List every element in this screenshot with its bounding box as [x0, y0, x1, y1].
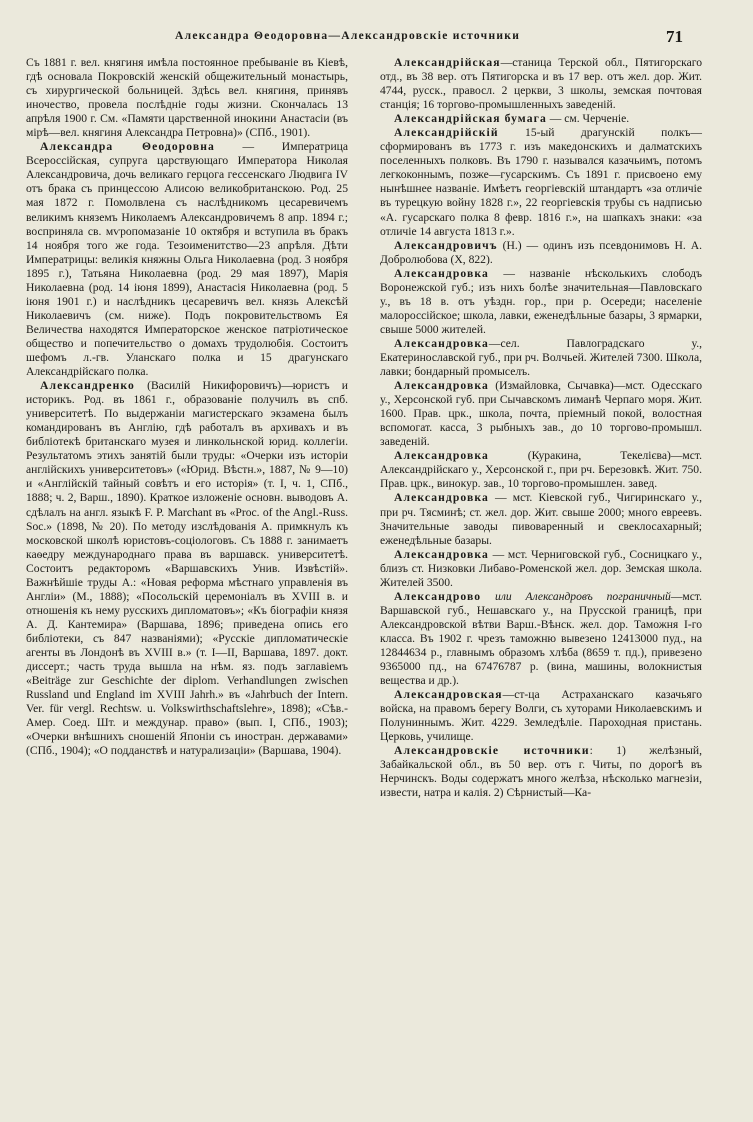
dictionary-entry [380, 126, 702, 238]
entry-text: — мст. Черниговской губ., Сосницкаго у., близъ ст. Низковки Либаво-Роменской жел. дор. Земская школа. Жителей 3500. [380, 547, 702, 589]
entry-text: — Императрица Всероссійская, супруга царствующаго Императора Николая Александровича, дочь великаго герцога гессенскаго Людвига IV отъ брака съ принцессою Алисою великобританскою. Род. 25 мая 1872 г. Помолвлена съ наслѣдникомъ цесаревичемъ великимъ княземъ Николаемъ Александровичемъ 8 апр. 1894 г.; восприняла св. мѵропомазаніе 10 октября и вступила въ бракъ 14 ноября того же года. Тезоименитство—23 апрѣля. Дѣти Императрицы: великія княжны Ольга Николаевна (род. 3 ноября 1895 г.), Татьяна Николаевна (род. 29 мая 1897), Марія Николаевна (род. 14 іюня 1899), Анастасія Николаевна (род. 5 іюня 1901 г.) и наслѣдникъ цесаревичъ вел. князь Алексѣй Николаевичъ (см. ниже). Подъ покровительствомъ Ея Величества находятся Императорское женское патріотическое общество и попечительство о домахъ трудолюбія. Состоитъ шефомъ л.-гв. Уланскаго полка и 15 драгунскаго Александрійскаго полка. [26, 140, 348, 379]
entry-headword: Александровка [394, 547, 489, 561]
entry-text: (Измайловка, Сычавка)—мст. Одесскаго у., Херсонской губ. при Сычавскомъ лиманѣ Черпаго моря. Жит. 1600. Прав. црк., школа, почта, пріемный покой, волостная вспомогат. касса, 3 рыбныхъ зав., до 10 торгово-промышл. заведеній. [380, 379, 702, 449]
dictionary-entry [380, 449, 702, 491]
entry-headword: Александровичъ [394, 238, 498, 252]
entry-headword: Александрійскій [394, 126, 499, 140]
entry-headword: Александрійская бумага [394, 112, 547, 126]
dictionary-entry [380, 112, 702, 126]
entry-headword: Александровская [394, 688, 503, 702]
entry-headword: Александренко [40, 379, 135, 393]
entry-text: —мст. Варшавской губ., Нешавскаго у., на Прусской границѣ, при Александровской вѣтви Варш.-Вѣнск. жел. дор. Таможня I-го класса. Въ 1902 г. чрезъ таможню вывезено 12413000 пуд., на 12844634 р., главнымъ образомъ хлѣба (8659 т. пд.), привезено 9365000 пд., на 67476787 р. (вина, машины, волокнистыя вещества и др.). [380, 589, 702, 688]
dictionary-entry [380, 239, 702, 267]
dictionary-entry [380, 590, 702, 688]
entry-variant-name: или Александровъ пограничный [481, 589, 671, 603]
entry-headword: Александровка [394, 379, 489, 393]
page-number: 71 [666, 27, 683, 46]
entry-headword: Александровка [394, 266, 489, 280]
entry-text: — мст. Кіевской губ., Чигиринскаго у., при рч. Тясминѣ; ст. жел. дор. Жит. свыше 2000; много евреевъ. Значительные заводы пивоваренный и свеклосахарный; еженедѣльные базары. [380, 491, 702, 547]
entry-headword: Александровка [394, 449, 489, 463]
entry-text: —сел. Павлоградскаго у., Екатеринославской губ., при рч. Волчьей. Жителей 7300. Школа, лавки; бондарный промыселъ. [380, 336, 702, 379]
entry-text: : 1) желѣзный, Забайкальской обл., въ 50 вер. отъ г. Читы, по дорогѣ въ Нерчинскъ. Воды содержатъ много желѣза, нѣсколько магнезіи, извести, натра и калія. 2) Сѣрнистый—Ка- [380, 744, 703, 800]
dictionary-entry [380, 688, 702, 744]
right-column [380, 56, 702, 800]
entry-headword: Александрово [394, 589, 482, 603]
entry-text: —станица Терской обл., Пятигорскаго отд., въ 38 вер. отъ Пятигорска и въ 17 вер. отъ жел. дор. Жит. 4744, русск., правосл. 2 церкви, 3 школы, земская почтовая станція; 16 торгово-промышленныхъ заведеній. [380, 56, 702, 112]
entry-text: 15-ый драгунскій полкъ—сформированъ въ 1773 г. изъ македонскихъ и далматскихъ поселенныхъ полковъ. Въ 1790 г. назывался казачьимъ, потомъ легкоконнымъ, позже—гусарскимъ. Съ 1891 г. присвоено ему нынѣшнее названіе. Имѣетъ георгіевскій штандартъ «за отличіе въ турецкую войну 1828 г.», 22 георгіевскія трубы съ надписью «А. гусарскаго полка 8 февр. 1816 г.», на шапкахъ знаки: «за отличіе 14 августа 1813 г.». [380, 126, 702, 238]
entry-text: Съ 1881 г. вел. княгиня имѣла постоянное пребываніе въ Кіевѣ, гдѣ основала Покровскій женскій общежительный монастырь, съ хирургической больницей. Здѣсь вел. княгиня, принявъ иночество, провела послѣдніе годы жизни. Скончалась 13 апрѣля 1900 г. См. «Памяти царственной инокини Анастасіи (въ мірѣ—вел. княгиня Александра Петровна)» (СПб., 1901). [26, 56, 348, 140]
entry-text: (Василій Никифоровичъ)—юристъ и историкъ. Род. въ 1861 г., образованіе получилъ въ спб. университетѣ. По выдержаніи магистерскаго экзамена былъ командированъ въ Англію, гдѣ работалъ въ архивахъ и въ библіотекѣ британскаго музея и линкольнской юрид. коллегіи. Результатомъ этихъ занятій были труды: «Очерки изъ исторіи англійскихъ университетовъ» («Юрид. Вѣстн.», 1887, № 9—10) и «Англійскій тайный совѣтъ и его исторія» (т. I, ч. 1, СПб., 1888; ч. 2, Варш., 1890). Краткое изложеніе основн. выводовъ А. сдѣлалъ на англ. языкѣ F. P. Marchant въ «Proc. of the Angl.-Russ. Soc.» (1898, № 20). По методу изслѣдованія А. примкнулъ къ московской школѣ юристовъ-соціологовъ. Съ 1888 г. занимаетъ каѳедру международнаго права въ варшавск. университетѣ. Состоитъ редакторомъ «Варшавскихъ Унив. Извѣстій». Важнѣйшіе труды А.: «Новая реформа мѣстнаго управленія въ Англіи» (М., 1888); «Посольскій церемоніалъ въ XVIII в. и отношенія къ нему русскихъ дипломатовъ»; «Къ біографіи князя А. Д. Кантемира» (Варшава, 1896; приведена опись его библіотеки, съ 847 названіями); «Русскіе дипломатическіе агенты въ Лондонѣ въ XVIII в.» (т. I—II, Варшава, 1897. докт. диссерт.; часть труда вышла на нѣм. яз. подъ заглавіемъ «Beiträge zur Geschichte der diplom. Verhandlungen zwischen Russland und England im XVIII Jahrh.» въ «Jahrbuch der Intern. Ver. für vergl. Rechtsw. u. Volkswirthschaftslehre», 1898); «Сѣв.-Амер. Соед. Шт. и междунар. право» (вып. I, СПб., 1903); «Очерки внѣшнихъ сношеній Японіи съ иностран. державами» (СПб., 1904); «О подданствѣ и натурализаціи» (Варшава, 1904). [26, 379, 348, 758]
entry-text: (Н.) — одинъ изъ псевдонимовъ Н. А. Добролюбова (X, 822). [380, 238, 702, 266]
entry-text: — см. Черченіе. [546, 112, 630, 126]
entry-headword: Александровка [394, 336, 489, 350]
dictionary-entry [380, 744, 702, 800]
entry-headword: Александровскіе источники [394, 744, 590, 758]
dictionary-entry [26, 379, 348, 758]
dictionary-entry [380, 379, 702, 449]
entry-text: — названіе нѣсколькихъ слободъ Воронежской губ.; изъ нихъ болѣе значительная—Павловскаго у., въ 18 в. отъ уѣздн. гор., при р. Осереди; населеніе малороссійское; школа, лавки, еженедѣльные базары, 3 ярмарки, свыше 5000 жителей. [380, 266, 702, 336]
dictionary-entry [380, 337, 702, 379]
dictionary-entry [380, 267, 702, 337]
left-column [26, 56, 348, 758]
dictionary-entry [380, 548, 702, 590]
entry-continuation [26, 56, 348, 140]
entry-text: (Куракина, Текелієва)—мст. Александрійскаго у., Херсонской г., при рч. Березовкѣ. Жит. 750. Прав. црк., винокур. зав., 10 торгово-промышлен. завед. [380, 449, 702, 491]
dictionary-entry [380, 491, 702, 547]
running-title: Александра Θеодоровна—Александровскіе источники [175, 30, 521, 42]
entry-headword: Александра Θеодоровна [40, 140, 215, 154]
entry-headword: Александровка [394, 491, 489, 505]
dictionary-entry [380, 56, 702, 112]
entry-headword: Александрійская [394, 56, 501, 69]
page-header [25, 27, 683, 49]
dictionary-entry [26, 140, 348, 379]
entry-text: —ст-ца Астраханскаго казачьяго войска, на правомъ берегу Волги, съ хуторами Николаевскимъ и Полуниннымъ. Жит. 4229. Земледѣліе. Пароходная пристань. Церковь, училище. [380, 688, 702, 744]
